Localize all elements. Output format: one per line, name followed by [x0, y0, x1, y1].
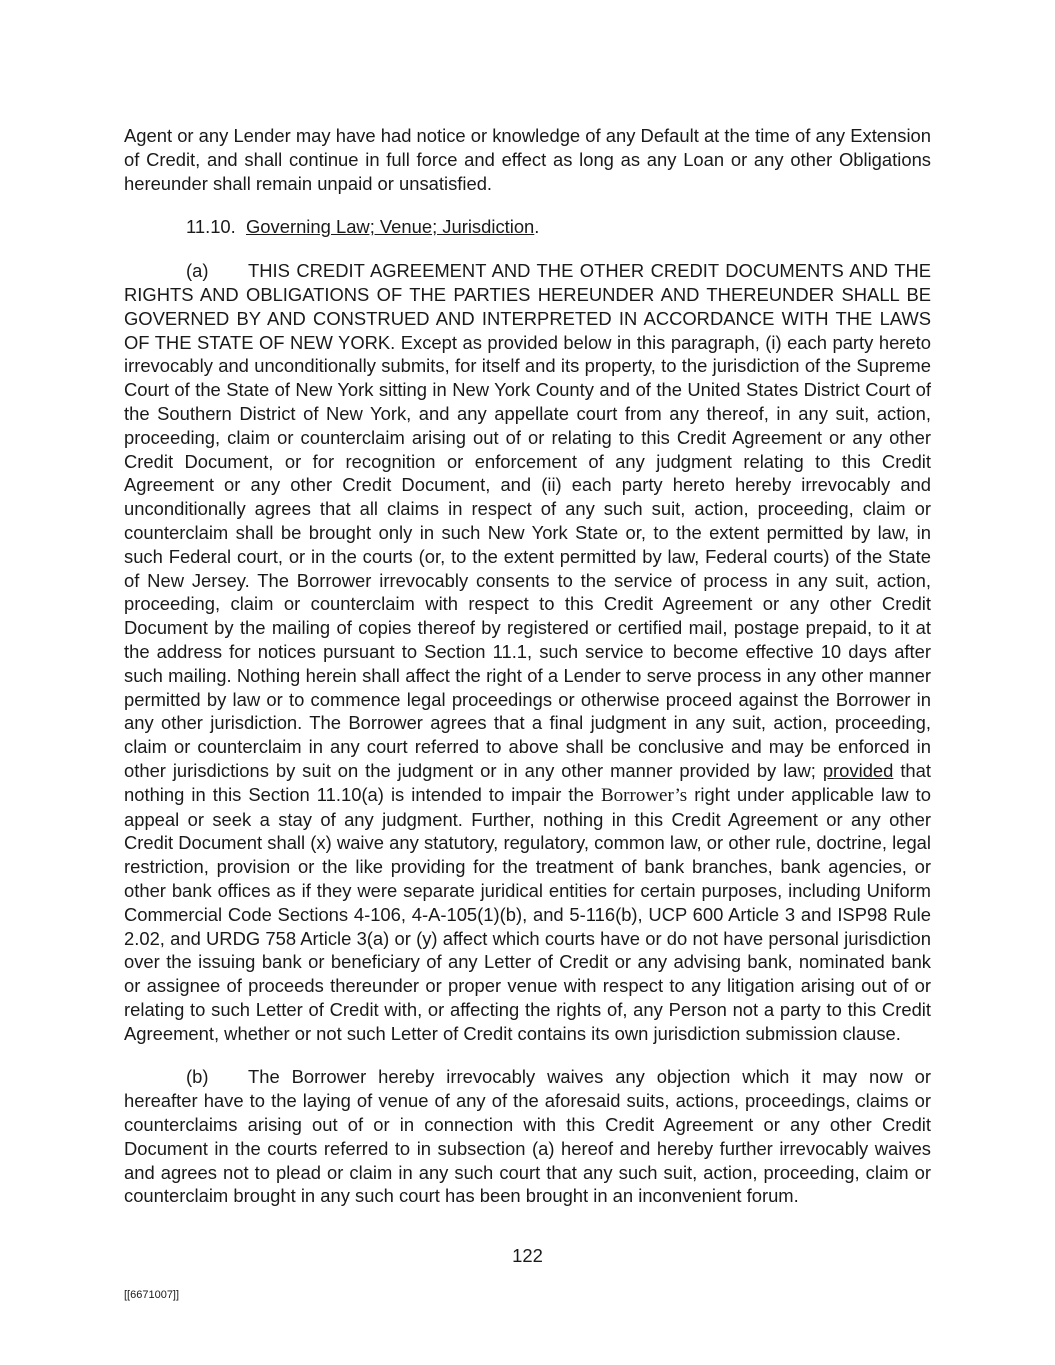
provided-term: provided [822, 759, 894, 781]
page-number: 122 [512, 1245, 543, 1266]
section-number: 11.10. [186, 216, 236, 238]
paragraph-a-text-1: THIS CREDIT AGREEMENT AND THE OTHER CREDIT DOCUMENTS AND THE RIGHTS AND OBLIGATIONS OF THE PARTIES HEREUNDER AND THEREUNDER SHALL BE GOVERNED BY AND CONSTRUED AND INTERPRETED IN ACCORDANCE WITH THE LAWS OF THE STATE OF NEW YORK. Except as provided below in this paragraph, (i) each party hereto irrevocably and unconditionally submits, for itself and its property, to the jurisdiction of the Supreme Court of the State of New York sitting in New York County and of the United States District Court of the Southern District of New York, and any appellate court from any thereof, in any suit, action, proceeding, claim or counterclaim arising out of or relating to this Credit Agreement or any other Credit Document, or for recognition or enforcement of any judgment relating to this Credit Agreement or any other Credit Document, and (ii) each party hereto hereby irrevocably and unconditionally agrees that all claims in respect of any such suit, action, proceeding, claim or counterclaim shall be brought only in such New York State or, to the extent permitted by law, in such Federal court, or in the courts (or, to the extent permitted by law, Federal courts) of the State of New Jersey. The Borrower irrevocably consents to the service of process in any suit, action, proceeding, claim or counterclaim with respect to this Credit Agreement or any other Credit Document by the mailing of copies thereof by registered or certified mail, postage prepaid, to it at the address for notices pursuant to Section 11.1, such service to become effective 10 days after such mailing. Nothing herein shall affect the right of a Lender to serve process in any other manner permitted by law or to commence legal proceedings or otherwise proceed against the Borrower in any other jurisdiction. The Borrower agrees that a final judgment in any suit, action, proceeding, claim or counterclaim in any court referred to above shall be conclusive and may be enforced in other jurisdictions by suit on the judgment or in any other manner provided by law; [124, 260, 931, 781]
paragraph-a [124, 259, 931, 1045]
section-title-end: . [534, 216, 540, 238]
paragraph-b-text: The Borrower hereby irrevocably waives any objection which it may now or hereafter have to the laying of venue of any of the aforesaid suits, actions, proceedings, claims or counterclaims arising out of or in connection with this Credit Agreement or any other Credit Document in the courts referred to in subsection (a) hereof and hereby further irrevocably waives and agrees not to plead or claim in any such court that any such suit, action, proceeding, claim or counterclaim brought in any such court has been brought in an inconvenient forum. [124, 1066, 931, 1207]
paragraph-a-text-2: that nothing in this Section 11.10(a) is intended to impair the [124, 759, 931, 805]
continuation-paragraph: Agent or any Lender may have had notice or knowledge of any Default at the time of any Extension of Credit, and shall continue in full force and effect as long as any Loan or any other Obligations hereunder shall remain unpaid or unsatisfied. [124, 125, 931, 194]
paragraph-a-text-3: right under applicable law to appeal or seek a stay of any judgment. Further, nothing in this Credit Agreement or any other Credit Document shall (x) waive any statutory, regulatory, common law, or other rule, doctrine, legal restriction, provision or the like providing for the treatment of bank branches, bank agencies, or other bank offices as if they were separate juridical entities for certain purposes, including Uniform Commercial Code Sections 4-106, 4-A-105(1)(b), and 5-116(b), UCP 600 Article 3 and ISP98 Rule 2.02, and URDG 758 Article 3(a) or (y) affect which courts have or do not have personal jurisdiction over the issuing bank or beneficiary of any Letter of Credit or any advising bank, nominated bank or assignee of proceeds thereunder or proper venue with respect to any litigation arising out of or relating to such Letter of Credit with, or affecting the rights of, any Person not a party to this Credit Agreement, whether or not such Letter of Credit contains its own jurisdiction submission clause. [124, 783, 931, 1044]
page-body [124, 124, 931, 1208]
document-id: [[6671007]] [124, 1289, 180, 1301]
paragraph-a-label: (a) [186, 260, 209, 282]
paragraph-b-label: (b) [186, 1066, 209, 1088]
paragraph-b [124, 1065, 931, 1208]
section-title: Governing Law; Venue; Jurisdiction [246, 216, 535, 238]
borrowers-term: Borrower’s [601, 784, 688, 806]
section-heading [124, 215, 931, 239]
